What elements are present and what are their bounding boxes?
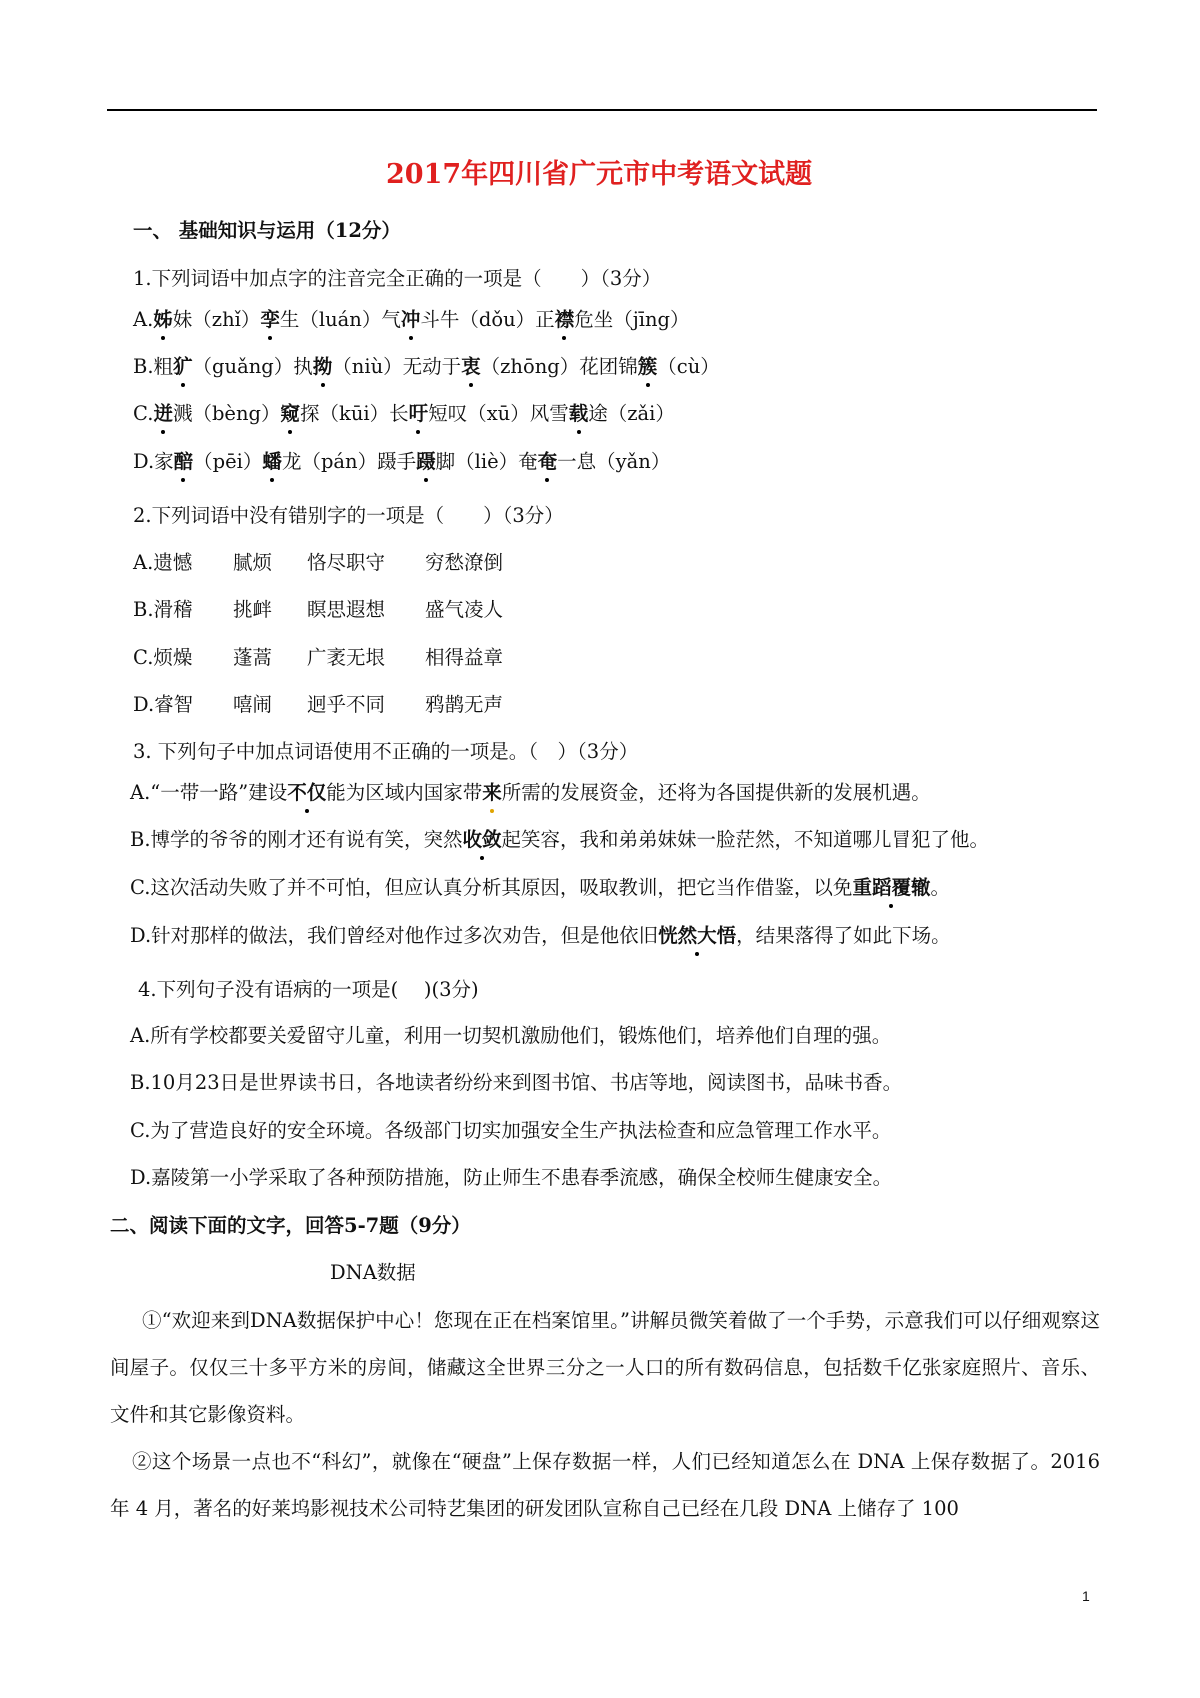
page-number: 1: [1082, 1588, 1090, 1604]
q3-option-a: A.“一带一路”建设不仅能为区域内国家带来所需的发展资金，还将为各国提供新的发展机遇。: [130, 781, 931, 804]
q4-option-b: B.10月23日是世界读书日，各地读者纷纷来到图书馆、书店等地，阅读图书，品味书香。: [130, 1071, 903, 1094]
q4-option-d: D.嘉陵第一小学采取了各种预防措施，防止师生不患春季流感，确保全校师生健康安全。: [130, 1166, 893, 1189]
q1-option-b: B.粗犷（guǎng）执拗（niù）无动于衷（zhōng）花团锦簇（cù）: [133, 355, 720, 378]
q2-option-b: B.滑稽 挑衅 瞑思遐想 盛气凌人: [133, 598, 504, 621]
q2-stem: 2.下列词语中没有错别字的一项是（ ）（3分）: [133, 504, 564, 527]
q2-option-d: D.睿智 嘻闹 迥乎不同 鸦鹊无声: [133, 693, 504, 716]
q3-option-b: B.博学的爷爷的刚才还有说有笑，突然收敛起笑容，我和弟弟妹妹一脸茫然，不知道哪儿冒犯了他。: [130, 828, 990, 851]
q1-option-a: A.姊妹（zhǐ）孪生（luán）气冲斗牛（dǒu）正襟危坐（jīng）: [133, 308, 690, 331]
q1-option-c: C.迸溅（bèng）窥探（kūi）长吁短叹（xū）风雪载途（zǎi）: [133, 402, 675, 425]
q1-stem: 1.下列词语中加点字的注音完全正确的一项是（ ）（3分）: [133, 267, 662, 290]
article-paragraph-1: ①“欢迎来到DNA数据保护中心！您现在正在档案馆里。”讲解员微笑着做了一个手势，示意我们可以仔细观察这间屋子。仅仅三十多平方米的房间，储藏这全世界三分之一人口的所有数码信息，包括数千亿张家庭照片、音乐、文件和其它影像资料。: [110, 1309, 1100, 1426]
header-rule: [107, 109, 1097, 111]
section2-heading: 二、阅读下面的文字，回答5-7题（9分）: [110, 1214, 471, 1237]
document-title: 2017年四川省广元市中考语文试题: [386, 159, 813, 190]
q4-option-a: A.所有学校都要关爱留守儿童，利用一切契机激励他们，锻炼他们，培养他们自理的强。: [130, 1024, 892, 1047]
q3-option-c: C.这次活动失败了并不可怕，但应认真分析其原因，吸取教训，把它当作借鉴，以免重蹈覆辙。: [130, 876, 950, 899]
article-title: DNA数据: [330, 1261, 416, 1284]
q2-option-c: C.烦燥 蓬蒿 广袤无垠 相得益章: [133, 646, 504, 669]
q1-option-d: D.家醅（pēi）蟠龙（pán）蹑手蹑脚（liè）奄奄一息（yǎn）: [133, 450, 671, 473]
section1-heading: 一、 基础知识与运用（12分）: [133, 219, 401, 242]
q4-option-c: C.为了营造良好的安全环境。各级部门切实加强安全生产执法检查和应急管理工作水平。: [130, 1119, 892, 1142]
q3-option-d: D.针对那样的做法，我们曾经对他作过多次劝告，但是他依旧恍然大悟，结果落得了如此下场。: [130, 924, 951, 947]
q2-option-a: A.遗憾 腻烦 恪尽职守 穷愁潦倒: [133, 551, 504, 574]
q4-stem: 4.下列句子没有语病的一项是( )(3分): [138, 978, 479, 1001]
article-paragraph-2: ②这个场景一点也不“科幻”，就像在“硬盘”上保存数据一样，人们已经知道怎么在 DNA 上保存数据了。2016 年 4 月，著名的好莱坞影视技术公司特艺集团的研发团队宣称自己已经在几段 DNA 上储存了 100: [110, 1450, 1100, 1520]
q3-stem: 3. 下列句子中加点词语使用不正确的一项是。（ ）（3分）: [133, 740, 639, 763]
